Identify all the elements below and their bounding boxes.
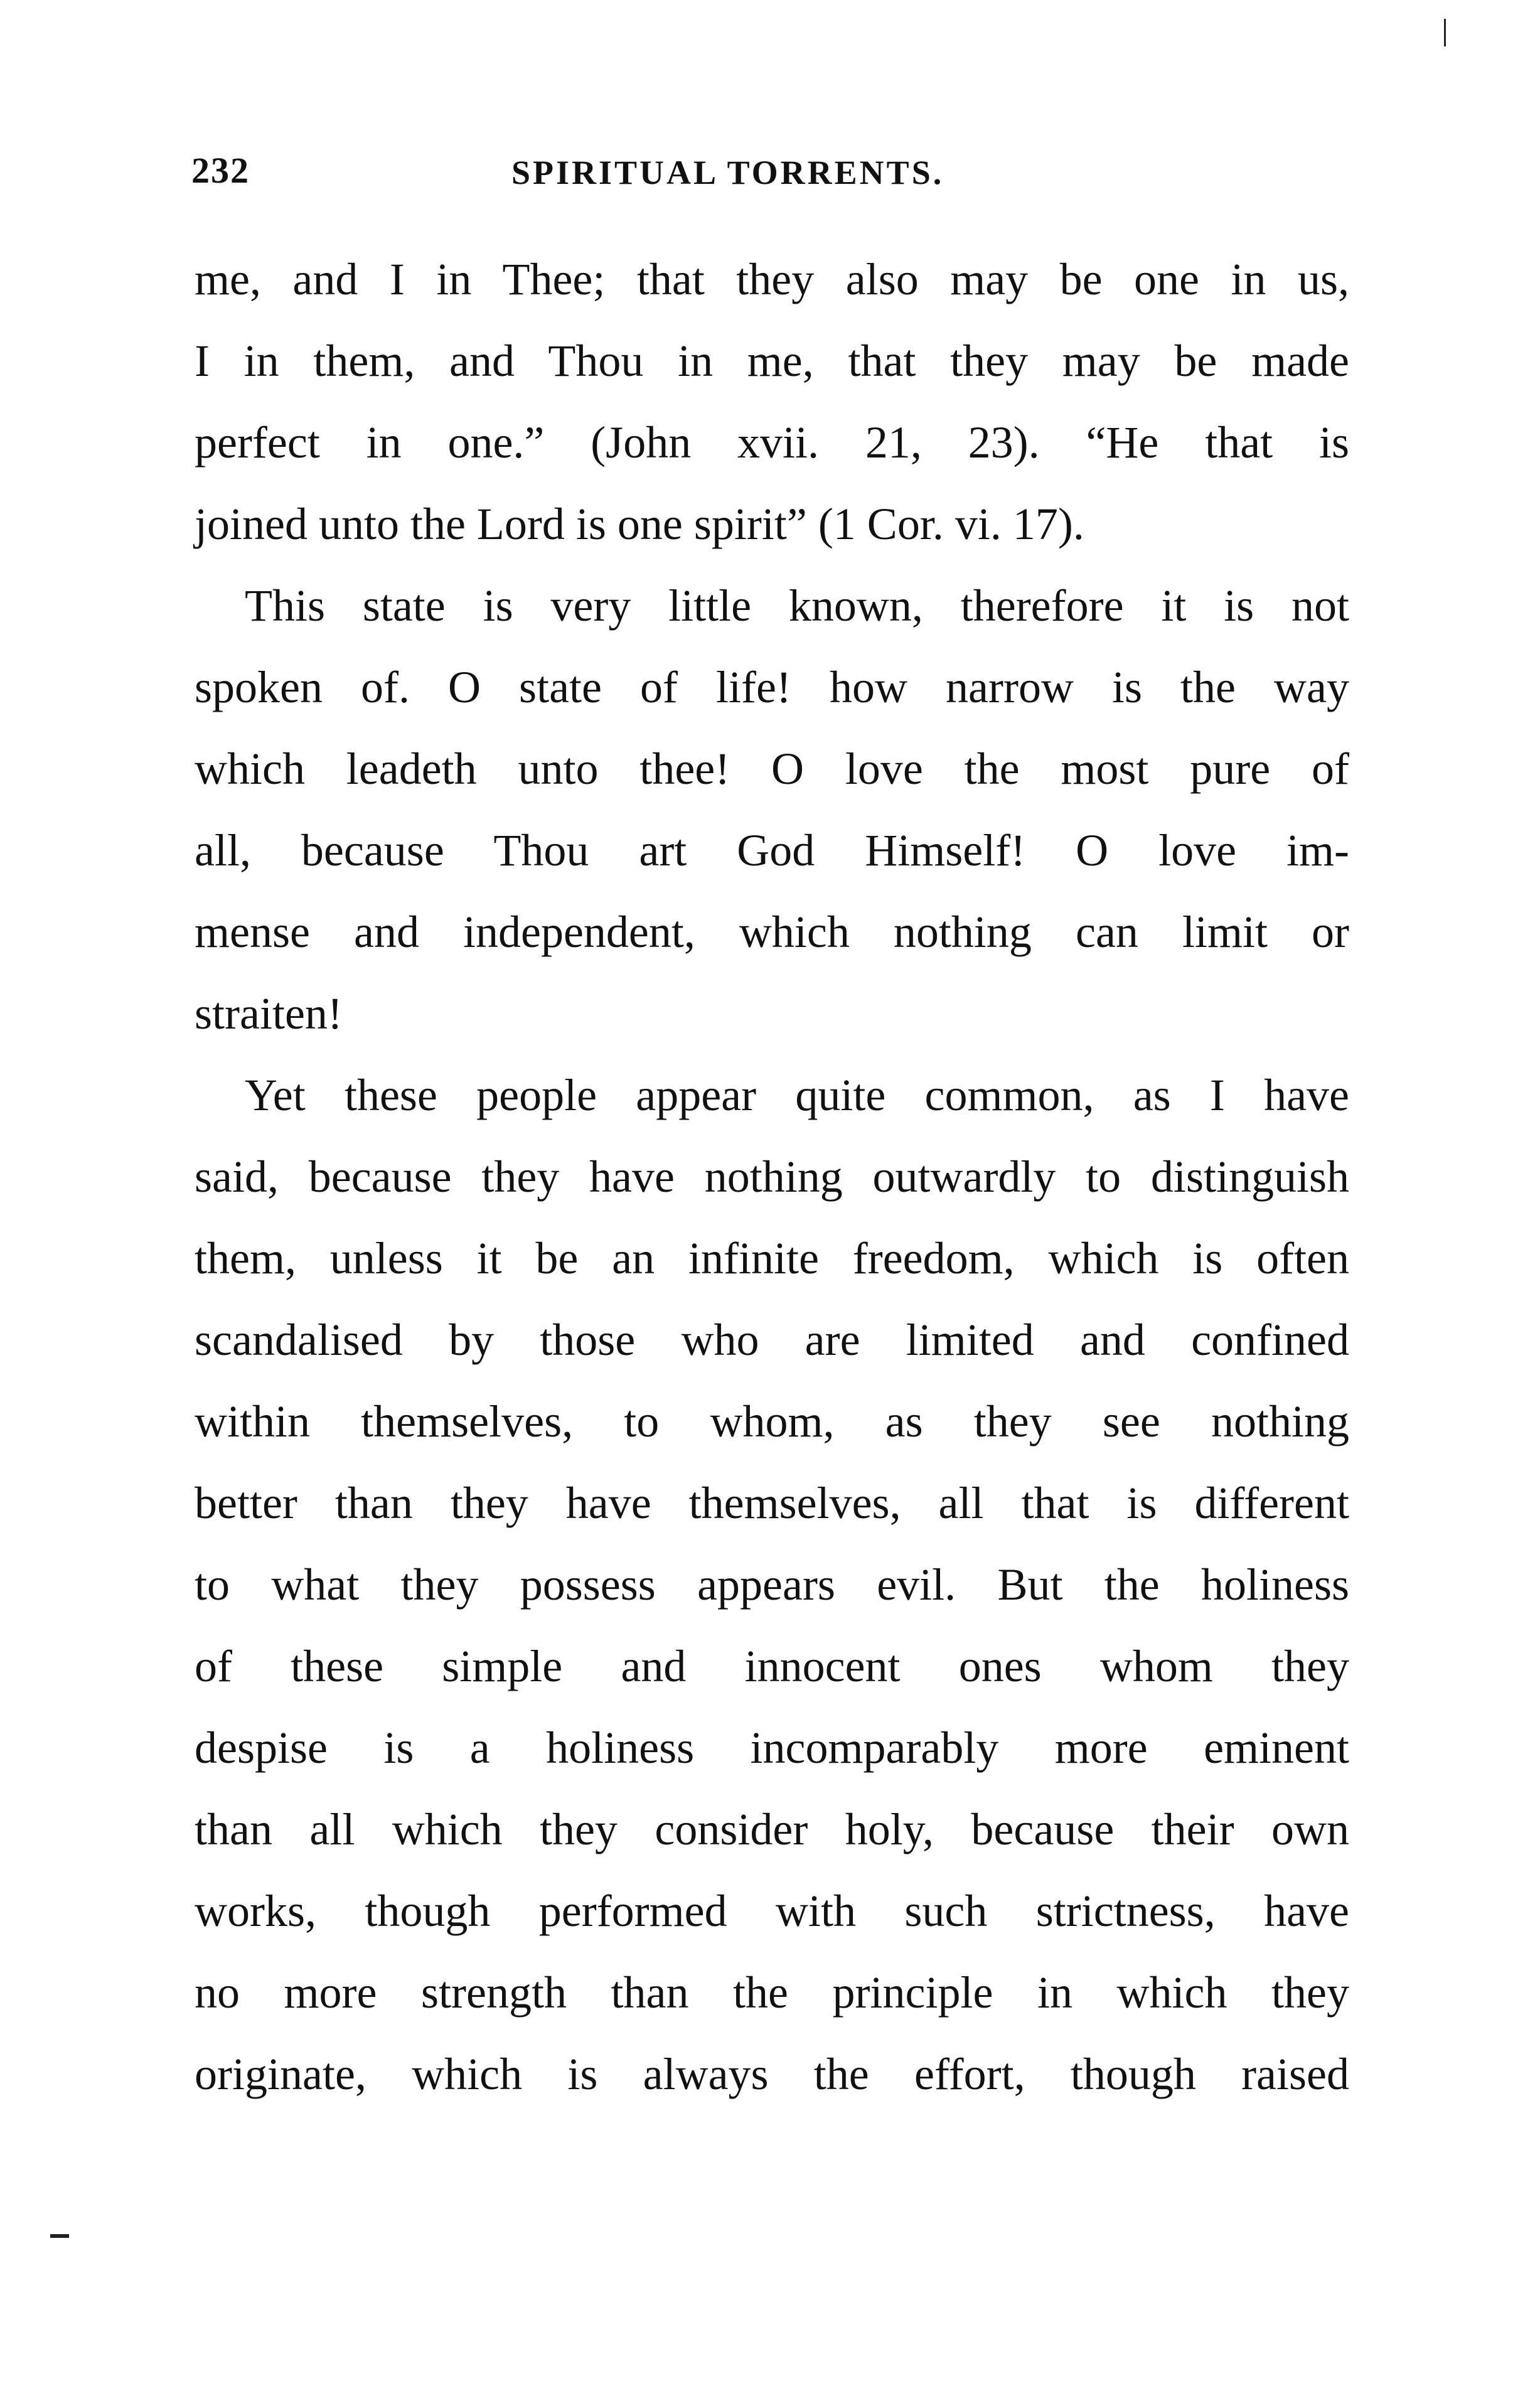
text-line: within themselves, to whom, as they see nothing [195,1396,1349,1447]
text-line: than all which they consider holy, because their own [195,1804,1349,1854]
text-line: joined unto the Lord is one spirit” (1 Cor. vi. 17). [195,499,1084,549]
text-line: them, unless it be an infinite freedom, which is often [195,1233,1349,1283]
text-line: which leadeth unto thee! O love the most pure of [195,744,1349,794]
text-line: scandalised by those who are limited and confined [195,1315,1349,1365]
body-text [195,238,1349,2115]
page-header [191,149,1359,200]
page-number: 232 [191,150,250,191]
text-line: to what they possess appears evil. But the holiness [195,1559,1349,1610]
text-line: me, and I in Thee; that they also may be one in us, [195,254,1349,304]
text-line: despise is a holiness incomparably more eminent [195,1723,1349,1773]
text-line: works, though performed with such strictness, have [195,1886,1349,1936]
text-line: mense and independent, which nothing can limit or [195,907,1349,957]
scan-mark-top [1444,19,1446,46]
text-line: spoken of. O state of life! how narrow is the way [195,662,1349,712]
text-line: This state is very little known, therefore it is not [245,580,1349,631]
text-line: no more strength than the principle in which they [195,1967,1349,2018]
text-line: Yet these people appear quite common, as I have [245,1070,1349,1120]
text-line: of these simple and innocent ones whom they [195,1641,1349,1691]
running-title: SPIRITUAL TORRENTS. [511,154,944,191]
text-line: all, because Thou art God Himself! O love im- [195,825,1349,875]
text-line: originate, which is always the effort, though raised [195,2049,1349,2099]
text-line: said, because they have nothing outwardly to distinguish [195,1152,1349,1202]
text-line: I in them, and Thou in me, that they may be made [195,336,1349,386]
text-line: better than they have themselves, all that is different [195,1478,1349,1528]
scan-mark-bottom [50,2234,69,2238]
text-line: perfect in one.” (John xvii. 21, 23). “He that is [195,417,1349,468]
text-line: straiten! [195,988,343,1039]
